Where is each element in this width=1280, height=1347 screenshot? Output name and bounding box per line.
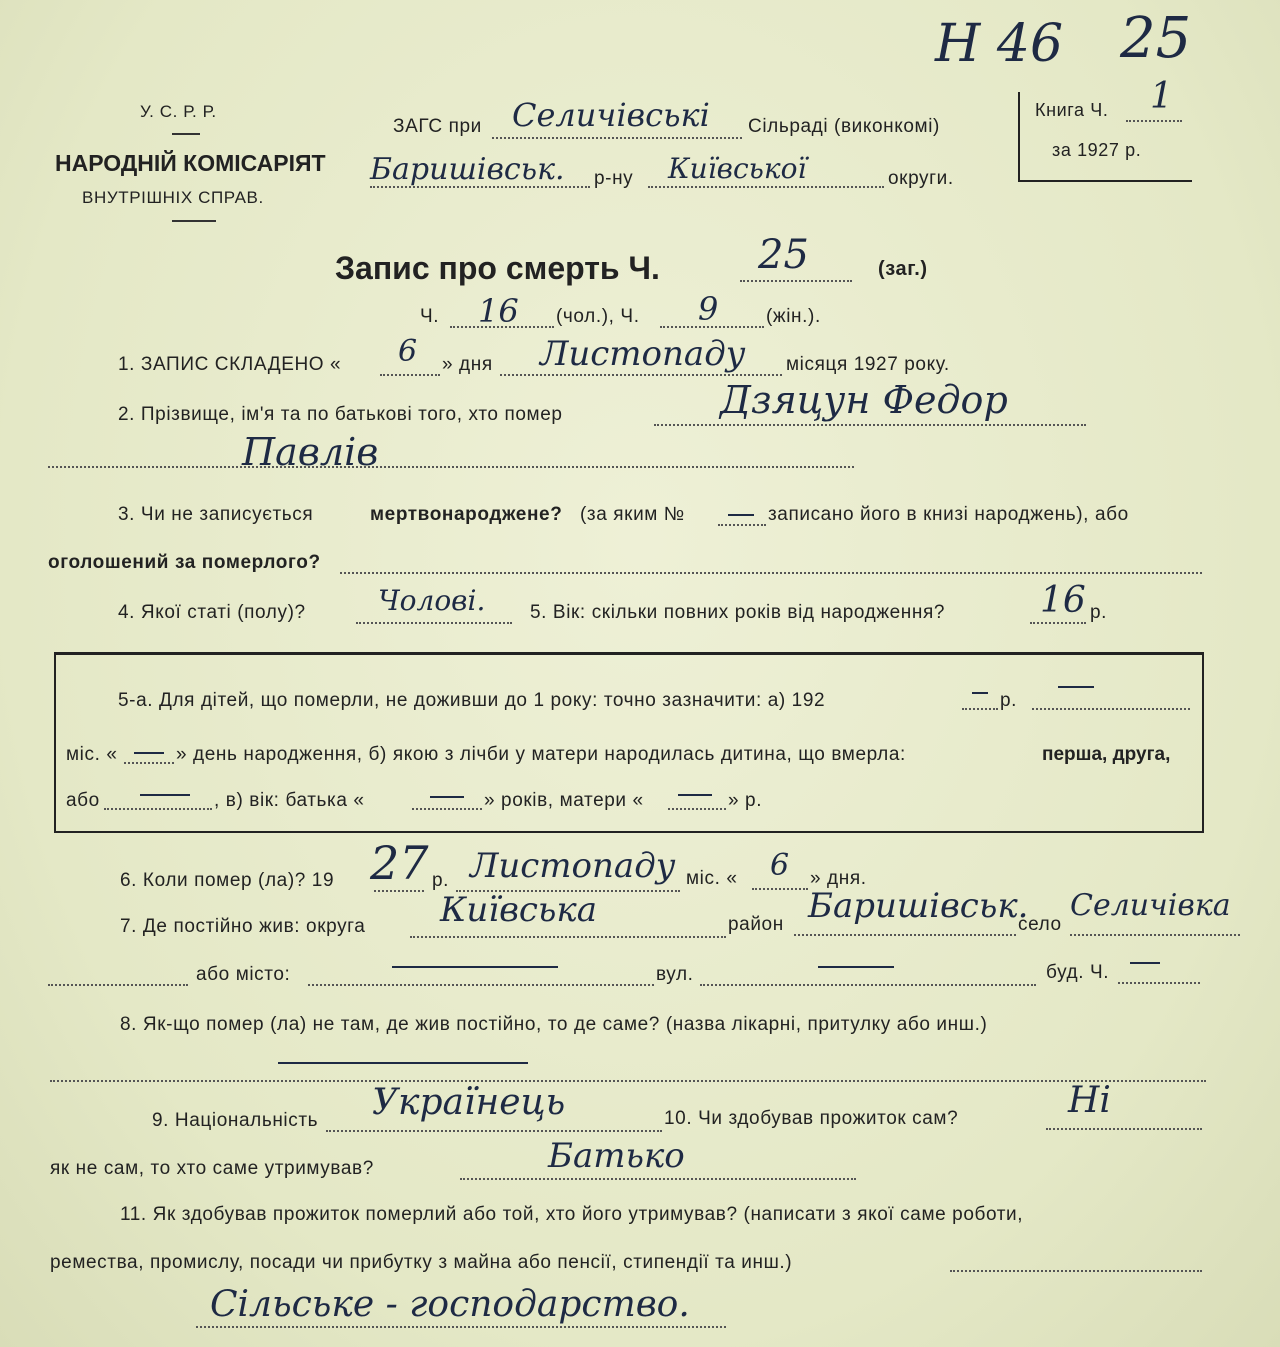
item-5a-line3-a: або	[66, 790, 100, 811]
item-6-d: » дня.	[810, 868, 867, 889]
item-6-a: 6. Коли помер (ла)? 19	[120, 870, 335, 891]
item-2-label: 2. Прізвище, ім'я та по батькові того, хто помер	[118, 404, 563, 425]
dotted-line	[326, 1130, 662, 1132]
occupation-value: Сільське - господарство.	[210, 1284, 690, 1325]
dotted-line	[356, 622, 512, 624]
archive-number: Н 46	[935, 14, 1064, 74]
dotted-line	[124, 762, 174, 764]
count-prefix: Ч.	[420, 306, 440, 327]
dotted-line	[104, 808, 212, 810]
item-1-end: місяця 1927 року.	[786, 354, 950, 375]
item-6-c: міс. «	[686, 868, 738, 889]
item-3-c: (за яким №	[580, 504, 685, 525]
item-7-a: 7. Де постійно жив: округа	[120, 916, 366, 937]
supporter-value: Батько	[548, 1136, 685, 1176]
district-value: Баришівськ.	[370, 152, 565, 187]
dotted-line	[380, 374, 440, 376]
dotted-line	[718, 524, 766, 526]
item-5-end: р.	[1090, 602, 1108, 623]
item-11-b: ремества, промислу, посади чи прибутку з майна або пенсії, стипендії та инш.)	[50, 1252, 793, 1273]
item-5a-line1: 5-а. Для дітей, що померли, не доживши до 1 року: точно зазначити: а) 192	[118, 690, 826, 711]
self-support-value: Ні	[1068, 1080, 1111, 1121]
item-9-label: 9. Національність	[152, 1110, 319, 1131]
dotted-line	[370, 186, 590, 188]
blank-dash	[972, 692, 988, 694]
dotted-line	[48, 984, 188, 986]
okrug-label: округи.	[888, 168, 954, 189]
dotted-line	[196, 1326, 726, 1328]
female-label: (жін.).	[766, 306, 821, 327]
item-3-declared-dead: оголошений за померлого?	[48, 552, 321, 573]
village-council-value: Селичівські	[512, 96, 710, 134]
item-3-d: записано його в книзі народжень), або	[768, 504, 1129, 525]
sex-value: Чолові.	[378, 584, 486, 617]
residence-rayon: Баришівськ.	[808, 886, 1029, 926]
age-value: 16	[1040, 580, 1086, 621]
item-7-f: буд. Ч.	[1046, 962, 1110, 983]
blank-dash	[678, 794, 712, 796]
department-label: ВНУТРІШНІХ СПРАВ.	[82, 188, 264, 207]
record-month: Листопаду	[540, 334, 746, 374]
dotted-line	[308, 984, 654, 986]
district-label: р-ну	[594, 168, 634, 189]
blank-dash	[728, 514, 754, 516]
dotted-line	[1032, 708, 1190, 710]
dotted-line	[500, 374, 782, 376]
dotted-line	[1070, 934, 1240, 936]
dotted-line	[740, 280, 852, 282]
dotted-line	[492, 137, 742, 139]
record-number: 25	[758, 232, 809, 278]
item-5a-line2-a: міс. «	[66, 744, 118, 765]
item-6-b: р.	[432, 870, 450, 891]
commissariat-title: НАРОДНІЙ КОМІСАРІЯТ	[55, 150, 326, 176]
male-label: (чол.), Ч.	[556, 306, 640, 327]
death-year: 27	[370, 836, 429, 890]
death-month: Листопаду	[470, 846, 676, 886]
item-5-label: 5. Вік: скільки повних років від народження?	[530, 602, 946, 623]
dotted-line	[648, 186, 884, 188]
item-1-mid: » дня	[442, 354, 493, 375]
item-7-c: село	[1018, 914, 1062, 935]
item-1-label: 1. ЗАПИС СКЛАДЕНО «	[118, 354, 342, 375]
male-count: 16	[478, 292, 519, 330]
okrug-value: Київської	[668, 152, 807, 185]
book-number: 1	[1150, 76, 1173, 117]
item-5a-line3-c: » років, матери «	[484, 790, 644, 811]
death-day: 6	[770, 848, 790, 883]
corner-record-number: 25	[1120, 6, 1192, 71]
item-5a-line3-d: » р.	[728, 790, 763, 811]
dotted-line	[962, 708, 998, 710]
deceased-name: Дзяцун Федор	[720, 378, 1008, 422]
item-5a-line3-b: , в) вік: батька «	[214, 790, 365, 811]
dotted-line	[668, 808, 726, 810]
book-year: за 1927 р.	[1052, 140, 1142, 160]
record-suffix: (заг.)	[878, 258, 928, 280]
dotted-line	[752, 888, 808, 890]
blank-dash	[818, 966, 894, 968]
dotted-line	[654, 424, 1086, 426]
blank-dash	[430, 796, 464, 798]
nationality-value: Українець	[372, 1082, 566, 1123]
dotted-line	[412, 808, 482, 810]
republic-label: У. С. Р. Р.	[140, 102, 217, 121]
female-count: 9	[698, 290, 719, 328]
blank-dash	[140, 794, 190, 796]
blank-dash	[392, 966, 558, 968]
deceased-patronymic: Павлів	[242, 430, 379, 474]
dotted-line	[1118, 982, 1200, 984]
item-7-b: район	[728, 914, 784, 935]
item-7-e: вул.	[656, 964, 694, 985]
council-label: Сільраді (виконкомі)	[748, 116, 940, 137]
residence-village: Селичівка	[1070, 888, 1231, 923]
blank-dash	[1130, 962, 1160, 964]
residence-okrug: Київська	[440, 890, 598, 930]
item-4-label: 4. Якої статі (полу)?	[118, 602, 306, 623]
item-5a-line1-end: р.	[1000, 690, 1018, 711]
zags-label: ЗАГС при	[393, 116, 482, 137]
blank-dash	[1058, 686, 1094, 688]
item-10-b: як не сам, то хто саме утримував?	[50, 1158, 374, 1179]
dotted-line	[374, 890, 424, 892]
divider	[172, 220, 216, 222]
dotted-line	[1126, 120, 1182, 122]
item-5a-line2-c: перша, друга,	[1042, 744, 1171, 765]
item-3-stillborn: мертвонароджене?	[370, 504, 563, 525]
item-11-a: 11. Як здобував прожиток померлий або той, хто його утримував? (написати з якої саме роботи,	[120, 1204, 1024, 1225]
item-7-d: або місто:	[196, 964, 291, 985]
dotted-line	[340, 572, 1202, 574]
dotted-line	[460, 1178, 856, 1180]
dotted-line	[794, 934, 1016, 936]
dotted-line	[1030, 622, 1086, 624]
dotted-line	[410, 936, 726, 938]
dotted-line	[48, 466, 854, 468]
dotted-line	[50, 1080, 1206, 1082]
record-title: Запис про смерть Ч.	[335, 250, 660, 286]
dotted-line	[700, 984, 1036, 986]
dotted-line	[950, 1270, 1202, 1272]
item-10-label: 10. Чи здобував прожиток сам?	[664, 1108, 959, 1129]
item-8: 8. Як-що помер (ла) не там, де жив постійно, то де саме? (назва лікарні, притулку або инш.)	[120, 1014, 988, 1035]
dotted-line	[1046, 1128, 1202, 1130]
blank-dash	[134, 752, 164, 754]
item-5a-line2-b: » день народження, б) якою з лічби у матери народилась дитина, що вмерла:	[176, 744, 906, 765]
book-label: Книга Ч.	[1035, 100, 1109, 120]
record-day: 6	[398, 334, 418, 369]
item-3-a: 3. Чи не записується	[118, 504, 314, 525]
blank-dash	[278, 1062, 528, 1064]
divider	[172, 133, 200, 135]
